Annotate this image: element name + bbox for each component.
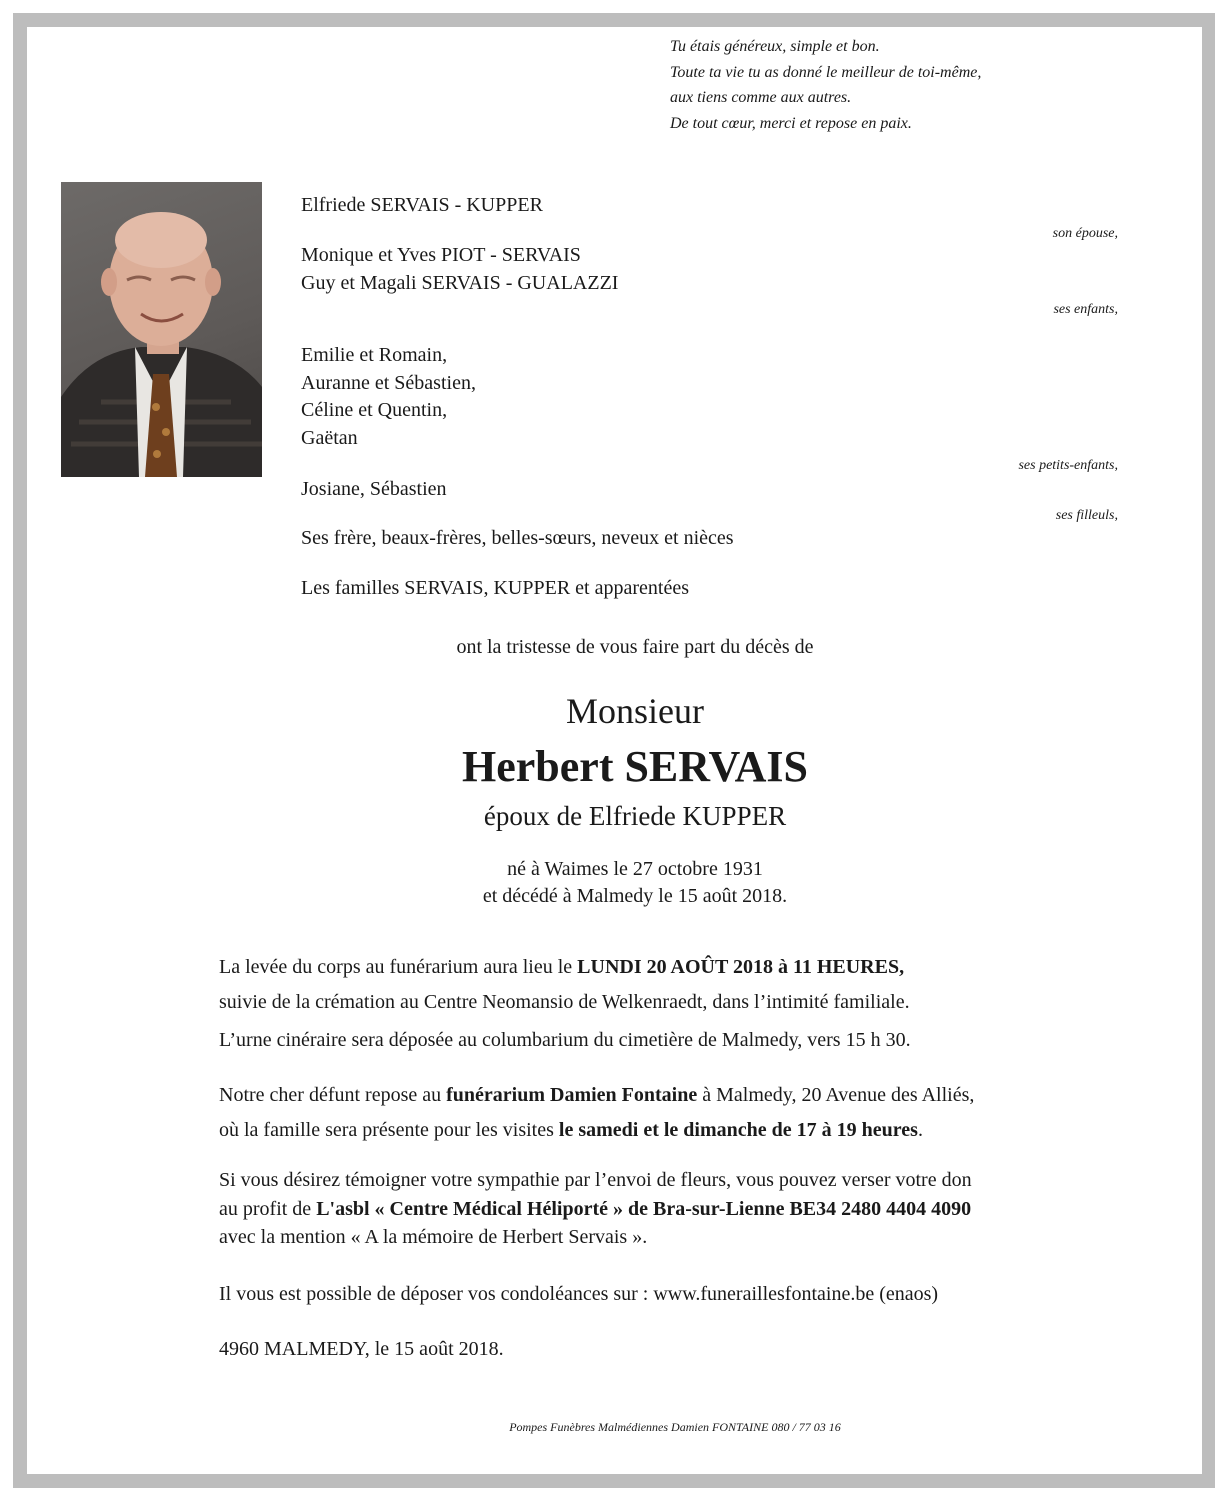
families-line: Les familles SERVAIS, KUPPER et apparentées (301, 577, 689, 599)
portrait-photo (61, 182, 262, 477)
ceremony-text: La levée du corps au funérarium aura lieu le (219, 956, 578, 978)
child-entry: Guy et Magali SERVAIS - GUALAZZI (301, 271, 619, 294)
condolences-paragraph: Il vous est possible de déposer vos condoléances sur : www.funeraillesfontaine.be (enaos) (219, 1283, 939, 1305)
donation-account: L'asbl « Centre Médical Héliporté » de Bra-sur-Lienne BE34 2480 4404 4090 (316, 1197, 972, 1220)
death-line: et décédé à Malmedy le 15 août 2018. (482, 885, 788, 907)
urn-paragraph: L’urne cinéraire sera déposée au columbarium du cimetière de Malmedy, vers 15 h 30. (219, 1029, 911, 1051)
children-role: ses enfants, (1053, 302, 1118, 317)
spouse-of-line: époux de Elfriede KUPPER (483, 801, 787, 831)
grandchild-entry: Emilie et Romain, (301, 344, 448, 366)
spouse-role: son épouse, (1052, 226, 1118, 241)
visit-period: . (917, 1119, 923, 1141)
visit-text: Notre cher défunt repose au (219, 1084, 447, 1106)
children-list (301, 242, 618, 297)
ceremony-paragraph (219, 950, 910, 1020)
godchildren-names: Josiane, Sébastien (301, 478, 447, 500)
cremation-text: suivie de la crémation au Centre Neomansio de Welkenraedt, dans l’intimité familiale. (219, 991, 910, 1013)
visit-times: le samedi et le dimanche de 17 à 19 heures (558, 1119, 918, 1141)
grandchildren-role: ses petits-enfants, (1018, 458, 1118, 473)
ceremony-date: LUNDI 20 AOÛT 2018 à 11 HEURES, (577, 956, 905, 978)
visit-text-2: où la famille sera présente pour les visites (219, 1119, 559, 1141)
funeral-home-address: à Malmedy, 20 Avenue des Alliés, (697, 1084, 975, 1106)
footer-funeral-home: Pompes Funèbres Malmédiennes Damien FONTAINE 080 / 77 03 16 (509, 1420, 841, 1434)
grandchildren-list (301, 342, 476, 452)
visit-paragraph (219, 1078, 974, 1148)
poem-line: aux tiens comme aux autres. (670, 89, 852, 106)
birth-line: né à Waimes le 27 octobre 1931 (507, 858, 763, 880)
godchildren-role: ses filleuls, (1055, 508, 1118, 523)
child-entry: Monique et Yves PIOT - SERVAIS (301, 244, 581, 266)
funeral-home-name: funérarium Damien Fontaine (446, 1084, 698, 1106)
donation-paragraph (219, 1166, 972, 1252)
announcement-intro: ont la tristesse de vous faire part du décès de (456, 636, 814, 658)
poem-line: Tu étais généreux, simple et bon. (670, 38, 880, 55)
grandchild-entry: Gaëtan (301, 426, 358, 449)
donation-text-2: au profit de (219, 1197, 317, 1220)
donation-text: Si vous désirez témoigner votre sympathie par l’envoi de fleurs, vous pouvez verser votre don (219, 1169, 972, 1191)
grandchild-entry: Auranne et Sébastien, (301, 371, 476, 394)
announcement-title: Monsieur (566, 691, 704, 731)
poem-line: Toute ta vie tu as donné le meilleur de toi-même, (670, 63, 982, 81)
siblings-line: Ses frère, beaux-frères, belles-sœurs, neveux et nièces (301, 527, 734, 549)
spouse-name: Elfriede SERVAIS - KUPPER (301, 194, 543, 216)
deceased-name: Herbert SERVAIS (462, 742, 808, 791)
place-date-line: 4960 MALMEDY, le 15 août 2018. (219, 1338, 504, 1360)
poem-line: De tout cœur, merci et repose en paix. (670, 114, 912, 132)
poem (670, 34, 981, 136)
donation-mention: avec la mention « A la mémoire de Herbert Servais ». (219, 1226, 648, 1248)
grandchild-entry: Céline et Quentin, (301, 399, 448, 421)
